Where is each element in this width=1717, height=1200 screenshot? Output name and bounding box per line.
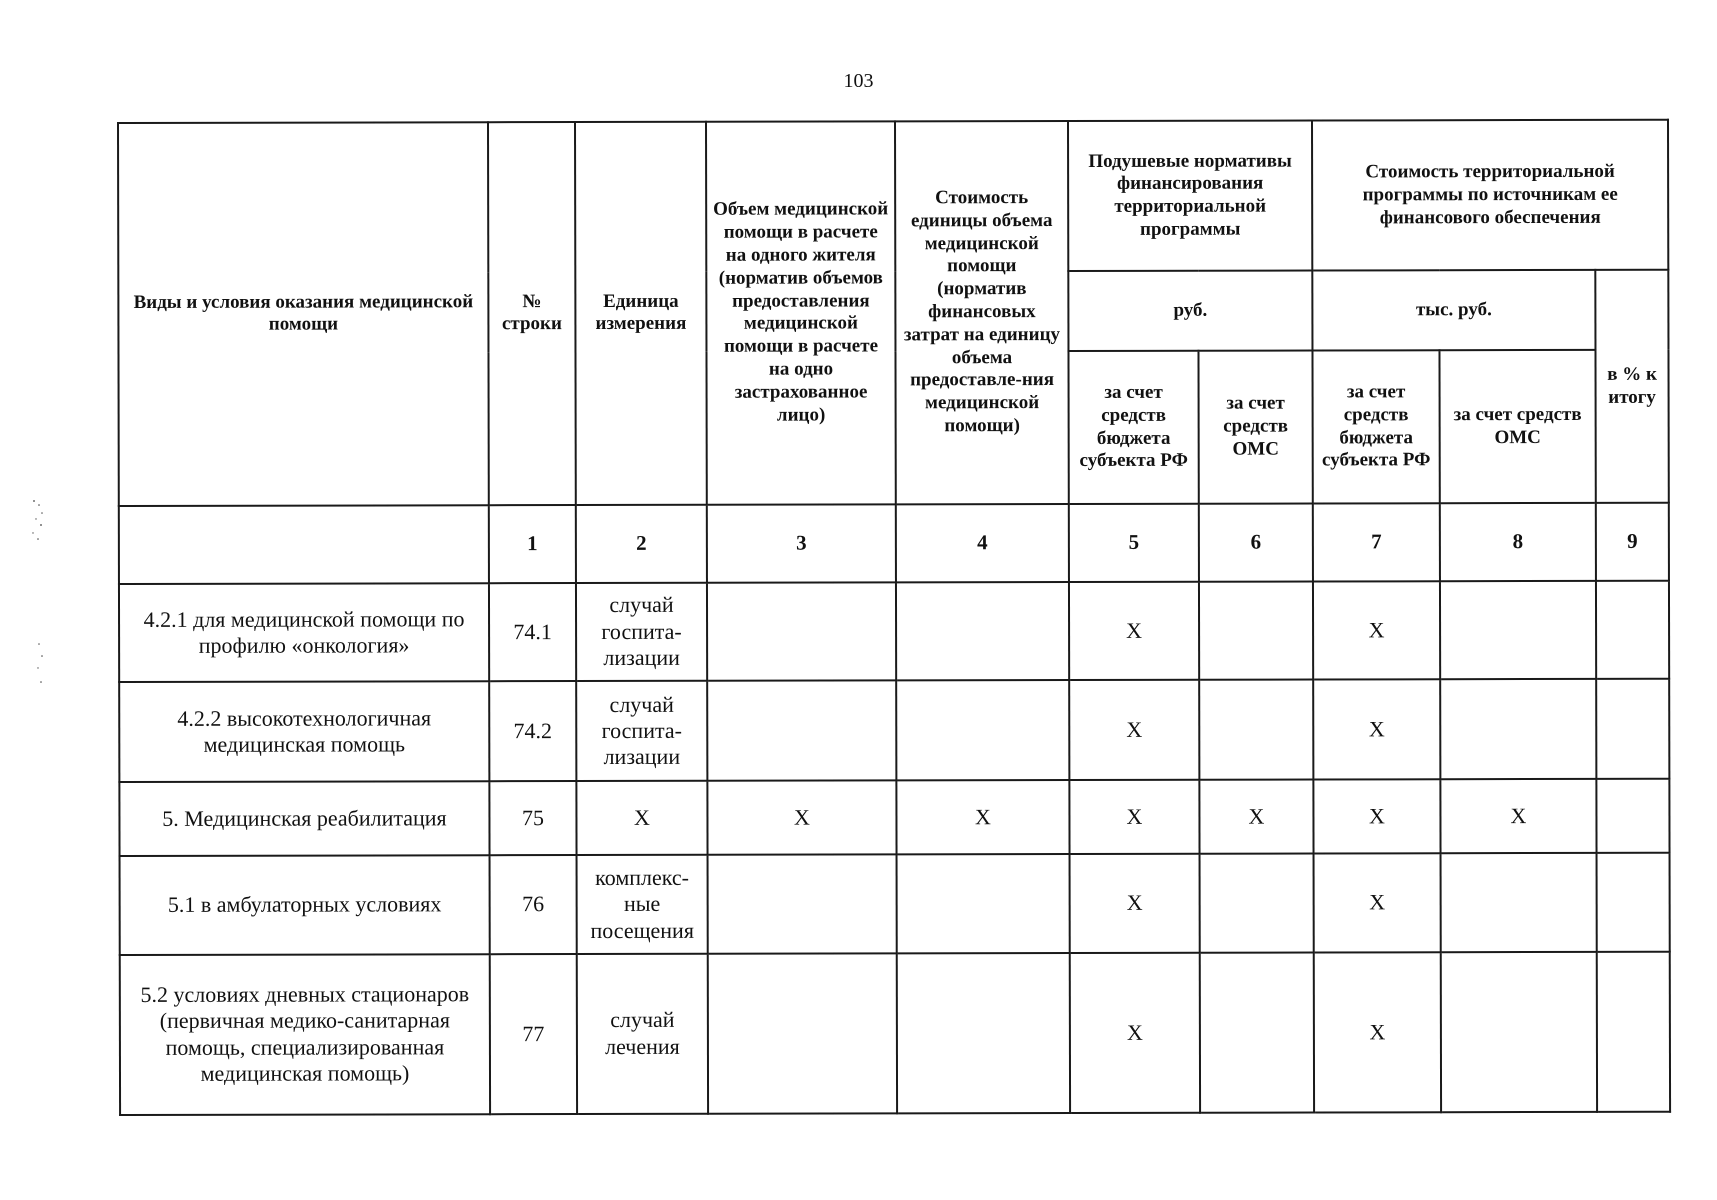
cell-budget-percapita: X (1069, 582, 1199, 680)
cell-oms-cost (1440, 581, 1596, 680)
header-thous-rub: тыс. руб. (1312, 270, 1595, 351)
cell-oms-cost (1441, 853, 1597, 952)
cell-oms-cost (1441, 952, 1597, 1113)
cell-oms-percapita (1200, 854, 1314, 952)
column-number: 7 (1313, 503, 1440, 581)
row-name: 5. Медицинская реабилитация (119, 782, 489, 857)
row-unit: случай госпита-лизации (576, 681, 707, 781)
header-unit: Единица измерения (575, 122, 707, 505)
cell-budget-cost: X (1313, 679, 1440, 779)
column-number: 9 (1596, 503, 1669, 581)
cell-budget-cost: X (1314, 854, 1441, 952)
row-line-number: 76 (490, 855, 577, 953)
header-rub: руб. (1068, 271, 1312, 352)
row-unit: случай лечения (577, 953, 708, 1114)
column-number: 2 (576, 505, 707, 583)
page-number: 103 (843, 70, 874, 92)
cell-unit-cost (896, 582, 1069, 681)
cell-budget-cost: X (1313, 780, 1440, 854)
cell-percent (1596, 679, 1669, 779)
cell-oms-percapita (1199, 581, 1313, 679)
financing-table (117, 119, 1671, 1116)
row-name: 4.2.2 высокотехнологичная медицинская помощь (119, 681, 489, 782)
header-types-of-care: Виды и условия оказания медицинской помощи (118, 122, 489, 506)
header-oms-cost: за счет средств ОМС (1439, 350, 1595, 503)
cell-budget-percapita: X (1069, 780, 1199, 854)
table-row (119, 581, 1669, 682)
cell-budget-percapita: X (1069, 680, 1199, 780)
row-name: 5.2 условиях дневных стационаров (первичная медико-санитарная помощь, специализированная медицинская помощь) (120, 954, 490, 1115)
column-number-empty (119, 505, 489, 584)
table-row (120, 951, 1670, 1115)
column-number: 6 (1199, 503, 1313, 581)
header-per-capita: Подушевые нормативы финансирования территориальной программы (1068, 120, 1312, 271)
column-number: 5 (1069, 503, 1199, 581)
row-line-number: 75 (489, 781, 576, 855)
scan-speck-decoration (30, 495, 46, 545)
column-number: 3 (707, 504, 896, 583)
cell-budget-percapita: X (1070, 854, 1200, 952)
header-unit-cost: Стоимость единицы объема медицинской помощи (норматив финансовых затрат на единицу объема предоставле-ния медицинской помощи) (895, 121, 1069, 504)
header-program-cost: Стоимость территориальной программы по источникам ее финансового обеспечения (1312, 120, 1668, 271)
row-name: 4.2.1 для медицинской помощи по профилю «онкология» (119, 583, 489, 682)
cell-unit-cost: X (896, 780, 1069, 855)
row-line-number: 74.1 (489, 583, 576, 681)
cell-percent (1597, 853, 1670, 951)
cell-oms-percapita: X (1199, 780, 1313, 854)
row-line-number: 77 (490, 954, 577, 1115)
row-line-number: 74.2 (489, 681, 576, 781)
column-number: 1 (489, 505, 576, 583)
scan-speck-decoration (34, 640, 46, 690)
table-row (119, 679, 1669, 782)
row-name: 5.1 в амбулаторных условиях (120, 856, 490, 955)
cell-oms-cost (1440, 679, 1596, 780)
cell-oms-cost: X (1440, 779, 1596, 853)
cell-budget-cost: X (1313, 581, 1440, 679)
cell-percent (1596, 779, 1669, 853)
header-oms-percapita: за счет средств ОМС (1198, 351, 1312, 504)
column-numbers-row (119, 503, 1669, 584)
cell-volume (707, 680, 896, 781)
cell-volume: X (707, 781, 896, 856)
header-budget-rf-cost: за счет средств бюджета субъекта РФ (1312, 351, 1439, 504)
cell-budget-cost: X (1314, 952, 1441, 1113)
header-percent-total: в % к итогу (1595, 270, 1669, 503)
row-unit: X (576, 781, 707, 855)
cell-percent (1597, 951, 1670, 1112)
cell-unit-cost (897, 953, 1070, 1114)
header-line-number: № строки (488, 122, 576, 505)
cell-oms-percapita (1200, 952, 1314, 1113)
cell-percent (1596, 581, 1669, 679)
cell-volume (708, 953, 897, 1114)
table-row (120, 853, 1670, 954)
cell-budget-percapita: X (1070, 952, 1200, 1113)
cell-volume (708, 855, 897, 954)
header-budget-rf-percapita: за счет средств бюджета субъекта РФ (1068, 351, 1198, 504)
column-number: 8 (1440, 503, 1596, 581)
header-volume: Объем медицинской помощи в расчете на одного жителя (норматив объемов предоставления медицинской помощи в расчете на одно застрахованное лицо) (706, 121, 896, 504)
cell-oms-percapita (1199, 680, 1313, 780)
row-unit: комплекс-ные посещения (577, 855, 708, 953)
cell-unit-cost (897, 854, 1070, 953)
row-unit: случай госпита-лизации (576, 583, 707, 681)
table-row (119, 779, 1669, 856)
cell-volume (707, 582, 896, 681)
column-number: 4 (896, 504, 1069, 583)
cell-unit-cost (896, 680, 1069, 781)
